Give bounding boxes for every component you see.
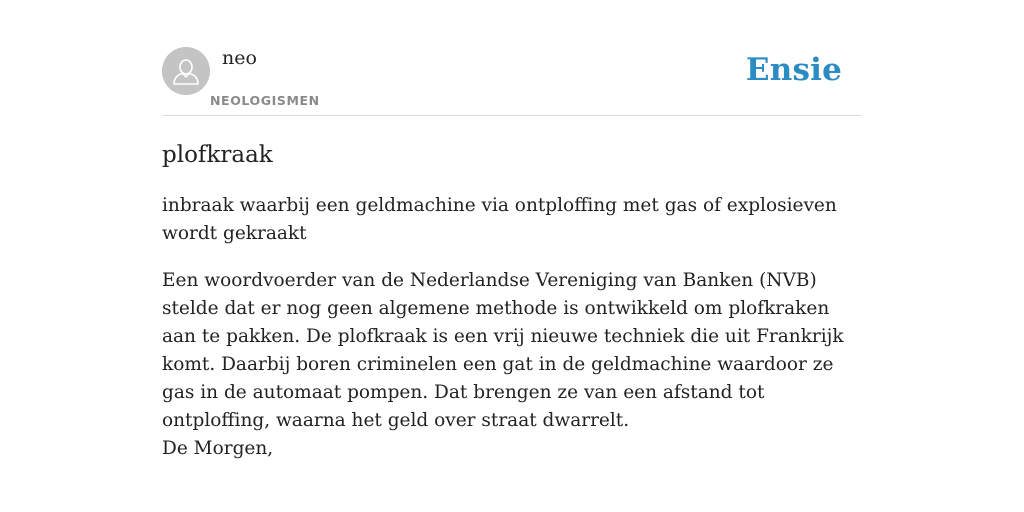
entry-header (162, 0, 862, 116)
example-text: Een woordvoerder van de Nederlandse Vereniging van Banken (NVB) stelde dat er nog geen algemene methode is ontwikkeld om plofkraken aan te pakken. De plofkraak is een vrij nieuwe techniek die uit Frankrijk komt. Daarbij boren criminelen een gat in de geldmachine waardoor ze gas in de automaat pompen. Dat brengen ze van een afstand tot ontploffing, waarna het geld over straat dwarrelt. (162, 270, 844, 431)
user-silhouette-icon (162, 47, 210, 95)
avatar[interactable] (162, 47, 210, 95)
example-source: De Morgen, (162, 438, 274, 459)
category-label[interactable]: NEOLOGISMEN (210, 93, 320, 108)
author-name[interactable]: neo (222, 47, 257, 69)
entry-page (162, 0, 862, 512)
entry-example (162, 267, 862, 463)
ensie-logo[interactable]: Ensie (745, 52, 842, 88)
entry-definition: inbraak waarbij een geldmachine via ontploffing met gas of explosieven wordt gekraakt (162, 195, 837, 244)
entry-term: plofkraak (162, 142, 273, 168)
